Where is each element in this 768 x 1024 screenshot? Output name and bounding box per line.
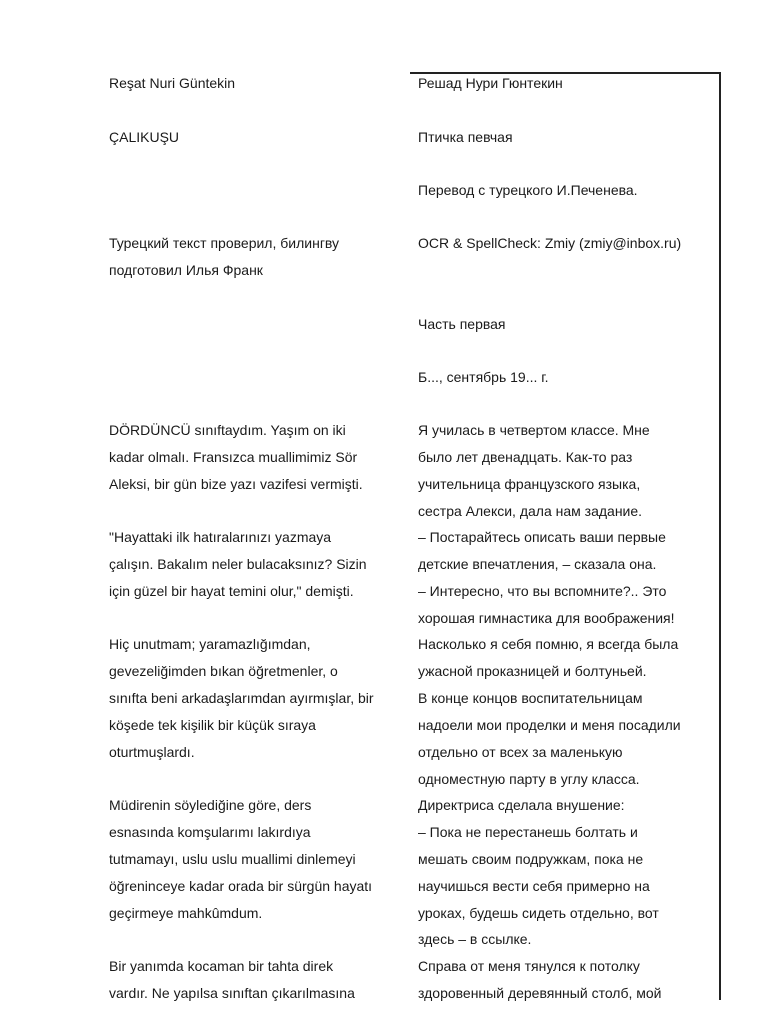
left-para3-line: oturtmuşlardı. bbox=[109, 744, 195, 760]
left-note-line: подготовил Илья Франк bbox=[109, 262, 263, 278]
left-para4-line: geçirmeye mahkûmdum. bbox=[109, 905, 263, 921]
left-note-line: Турецкий текст проверил, билингву bbox=[109, 235, 340, 251]
left-para3-line: sınıfta beni arkadaşlarımdan ayırmışlar, bir bbox=[109, 690, 374, 706]
right-body-line: детские впечатления, – сказала она. bbox=[418, 556, 657, 572]
right-body-line: Я училась в четвертом классе. Мне bbox=[418, 422, 650, 438]
left-para2-line: için güzel bir hayat temini olur," demişti. bbox=[109, 583, 354, 599]
left-para1-line: kadar olmalı. Fransızca muallimimiz Sör bbox=[109, 449, 358, 465]
left-para4-line: tutmamayı, uslu uslu muallimi dinlemeyi bbox=[109, 851, 356, 867]
left-para3-line: gevezeliğimden bıkan öğretmenler, o bbox=[109, 663, 338, 679]
right-body-line: ужасной проказницей и болтуньей. bbox=[418, 663, 647, 679]
right-body-line: – Интересно, что вы вспомните?.. Это bbox=[418, 583, 667, 599]
left-para4-line: esnasında komşularımı lakırdıya bbox=[109, 824, 311, 840]
right-place-date: Б..., сентябрь 19... г. bbox=[418, 369, 549, 385]
right-ocr-credit: OCR & SpellCheck: Zmiy (zmiy@inbox.ru) bbox=[418, 235, 682, 251]
right-body-line: – Пока не перестанешь болтать и bbox=[418, 824, 638, 840]
right-body-line: отдельно от всех за маленькую bbox=[418, 744, 623, 760]
left-para5-line: Bir yanımda kocaman bir tahta direk bbox=[109, 958, 334, 974]
right-body-line: учительница французского языка, bbox=[418, 476, 641, 492]
right-body-line: мешать своим подружкам, пока не bbox=[418, 851, 644, 867]
left-para3-line: köşede tek kişilik bir küçük sıraya bbox=[109, 717, 316, 733]
right-body-line: научишься вести себя примерно на bbox=[418, 878, 650, 894]
right-body-line: Насколько я себя помню, я всегда была bbox=[418, 636, 679, 652]
right-body-line: Директриса сделала внушение: bbox=[418, 797, 625, 813]
left-title: ÇALIKUŞU bbox=[109, 129, 180, 145]
left-para1-line: DÖRDÜNCÜ sınıftaydım. Yaşım on iki bbox=[109, 422, 346, 438]
right-body-line: здесь – в ссылке. bbox=[418, 931, 532, 947]
left-para1-line: Aleksi, bir gün bize yazı vazifesi vermişti. bbox=[109, 476, 363, 492]
left-para2-line: çalışın. Bakalım neler bulacaksınız? Sizin bbox=[109, 556, 367, 572]
right-body-line: хорошая гимнастика для воображения! bbox=[418, 610, 675, 626]
left-para4-line: Müdirenin söylediğine göre, ders bbox=[109, 797, 312, 813]
right-author: Решад Нури Гюнтекин bbox=[418, 75, 563, 91]
right-title: Птичка певчая bbox=[418, 129, 513, 145]
left-para5-line: vardır. Ne yapılsa sınıftan çıkarılmasına bbox=[109, 985, 355, 1001]
right-body-line: здоровенный деревянный столб, мой bbox=[418, 985, 662, 1001]
left-para4-line: öğreninceye kadar orada bir sürgün hayatı bbox=[109, 878, 373, 894]
right-body-line: надоели мои проделки и меня посадили bbox=[418, 717, 681, 733]
left-para3-line: Hiç unutmam; yaramazlığımdan, bbox=[109, 636, 311, 652]
right-body-line: В конце концов воспитательницам bbox=[418, 690, 643, 706]
right-body-line: – Постарайтесь описать ваши первые bbox=[418, 529, 666, 545]
right-body-line: было лет двенадцать. Как-то раз bbox=[418, 449, 633, 465]
right-body-line: сестра Алекси, дала нам задание. bbox=[418, 503, 643, 519]
left-author: Reşat Nuri Güntekin bbox=[109, 75, 236, 91]
right-body-line: Справа от меня тянулся к потолку bbox=[418, 958, 640, 974]
right-body-line: уроках, будешь сидеть отдельно, вот bbox=[418, 905, 659, 921]
right-body-line: одноместную парту в углу класса. bbox=[418, 771, 640, 787]
left-para2-line: "Hayattaki ilk hatıralarınızı yazmaya bbox=[109, 529, 332, 545]
right-translation-credit: Перевод с турецкого И.Печенева. bbox=[418, 182, 638, 198]
right-part-heading: Часть первая bbox=[418, 316, 506, 332]
